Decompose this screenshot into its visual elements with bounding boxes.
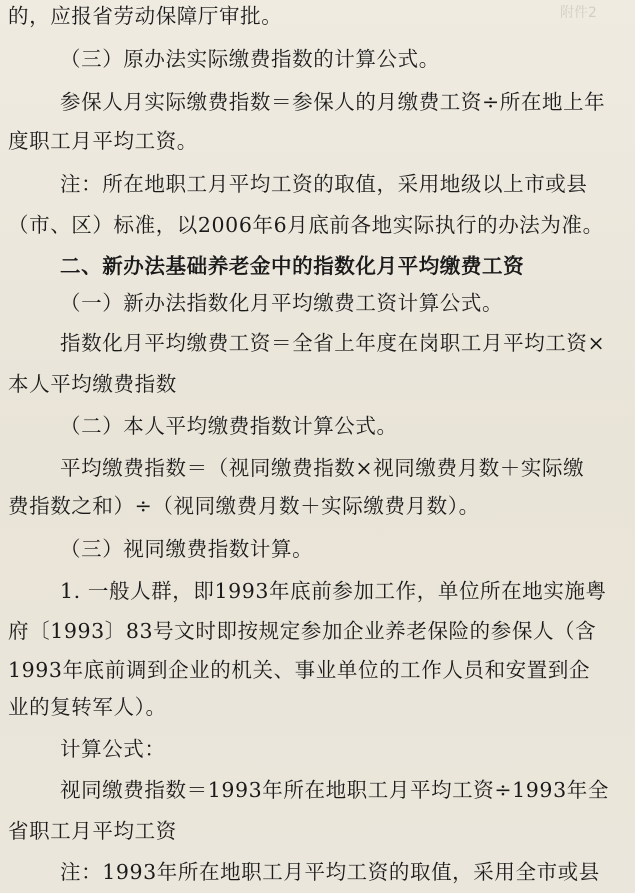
text-line: 府〔1993〕83号文时即按规定参加企业养老保险的参保人（含 [8,619,597,643]
text-line: 本人平均缴费指数 [8,372,177,396]
text-line: 度职工月平均工资。 [8,129,198,153]
text-line: 计算公式： [60,737,166,761]
text-line: 平均缴费指数＝（视同缴费指数×视同缴费月数＋实际缴 [60,456,585,480]
text-line: 1993年底前调到企业的机关、事业单位的工作人员和安置到企 [8,658,591,682]
note-line: （市、区）标准，以2006年6月底前各地实际执行的办法为准。 [8,213,604,237]
section-heading: （一）新办法指数化月平均缴费工资计算公式。 [60,291,504,315]
text-line: 业的复转军人）。 [8,695,167,719]
text-line: 指数化月平均缴费工资＝全省上年度在岗职工月平均工资× [60,331,606,355]
note-line: 注：1993年所在地职工月平均工资的取值，采用全市或县 [60,860,600,884]
text-line: 参保人月实际缴费指数＝参保人的月缴费工资÷所在地上年 [60,90,606,114]
note-line: 注：所在地职工月平均工资的取值，采用地级以上市或县 [60,172,588,196]
section-heading: （三）视同缴费指数计算。 [60,537,314,561]
text-line: 费指数之和）÷（视同缴费月数＋实际缴费月数）。 [8,494,480,518]
section-heading: （三）原办法实际缴费指数的计算公式。 [60,47,440,71]
text-line: 的，应报省劳动保障厅审批。 [8,4,283,28]
text-line: 视同缴费指数＝1993年所在地职工月平均工资÷1993年全 [60,778,609,802]
text-line: 省职工月平均工资 [8,819,177,843]
bleed-through-header: 附件2 [560,5,597,21]
section-heading: （二）本人平均缴费指数计算公式。 [60,414,398,438]
section-title: 二、新办法基础养老金中的指数化月平均缴费工资 [60,254,525,278]
text-line: 1. 一般人群，即1993年底前参加工作，单位所在地实施粤 [60,579,607,603]
